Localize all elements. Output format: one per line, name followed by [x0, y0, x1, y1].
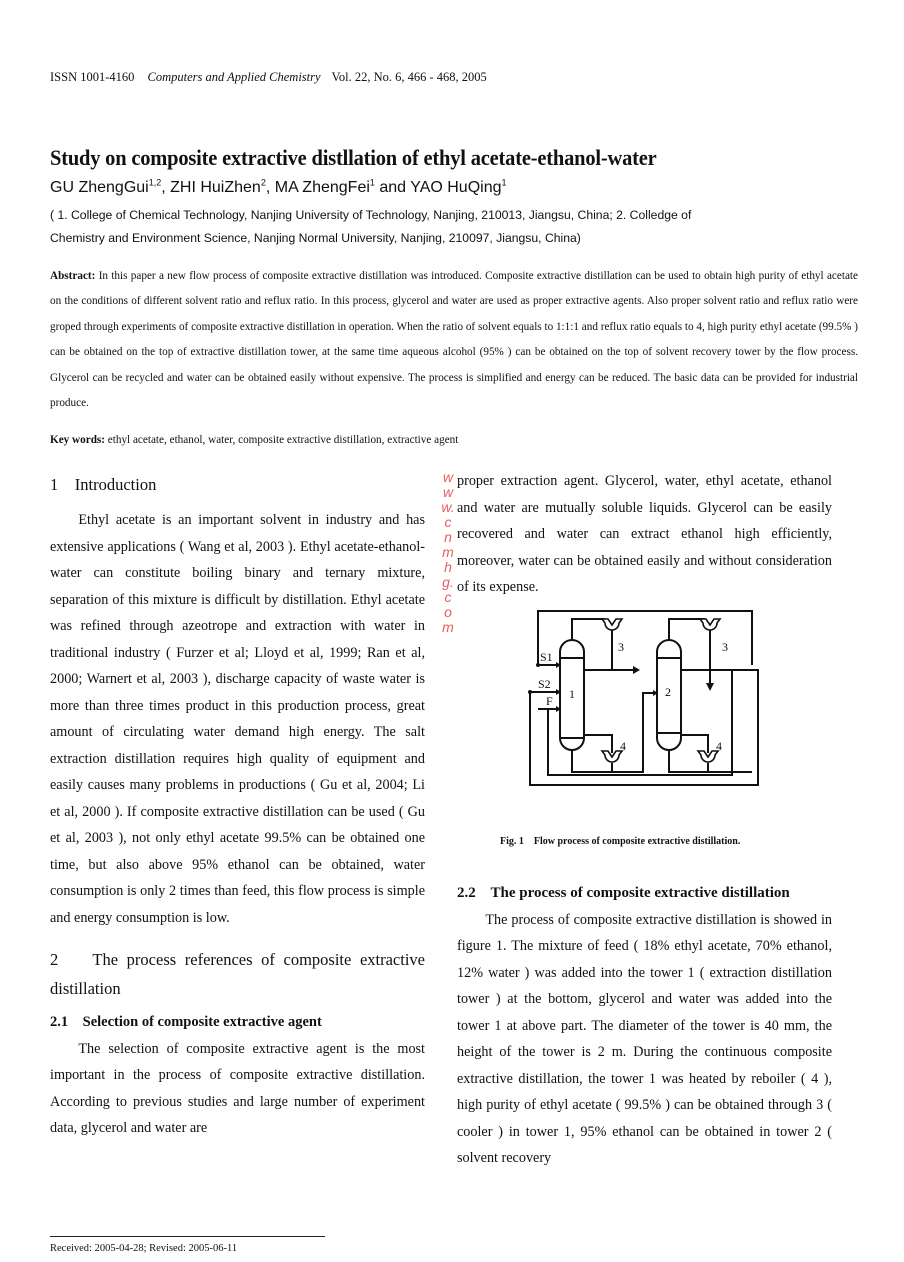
author: MA ZhengFei$^1$ and — [274, 178, 411, 197]
section-2-2-heading: 2.2 The process of composite extractive distillation — [457, 885, 790, 901]
label-reboiler-2: 4 — [716, 739, 722, 753]
journal-name: Computers and Applied Chemistry — [147, 70, 321, 84]
section-2-heading: 2 The process references of composite extractive distillation — [50, 950, 430, 998]
abstract-text: In this paper a new flow process of composite extractive distillation was introduced. Composite extractive distillation can be used to obtain high purity of ethyl acetate on the conditions of different solvent ratio and reflux ratio. In this process, glycerol and water are used as proper extractive agents. Also proper solvent ratio and reflux ratio were groped through experiments of composite extractive distillation in operation. When the ratio of solvent equals to 1:1:1 and reflux ratio equals to 4, high purity ethyl acetate (99.5% ) can be obtained on the top of extractive distillation tower, at the same time aqueous alcohol (95% ) can be obtained on the top of solvent recovery tower by the flow process. Glycerol can be recycled and water can be obtained easily without expensive. The process is simplified and energy can be reduced. The basic data can be provided for industrial produce. — [50, 270, 858, 410]
received-dates: Received: 2005-04-28; Revised: 2005-06-11 — [50, 1243, 238, 1254]
section-2-2-paragraph: The process of composite extractive distillation is showed in figure 1. The mixture of feed ( 18% ethyl acetate, 70% ethanol, 12% water ) was added into the tower 1 ( extraction distillation tower ) at the bottom, glycerol and water was added into the tower 1 at above part. The diameter of the tower is 40 mm, the height of the tower is 2 m. During the continuous composite extractive distillation, the tower 1 was heated by reboiler ( 4 ), high purity of ethyl acetate ( 99.5% ) can be obtained through 3 ( cooler ) in tower 1, 95% ethanol can be obtained in tower 2 ( solvent recovery — [457, 911, 832, 1166]
cooler-icon — [700, 619, 720, 630]
right-column-bottom — [457, 880, 832, 1172]
author: ZHI HuiZhen$^2$, — [170, 178, 275, 197]
abstract-label: Abstract: — [50, 270, 96, 282]
cooler-icon — [602, 619, 622, 630]
author: YAO HuQing$^1$ — [410, 178, 507, 197]
affiliation-line-2: Chemistry and Environment Science, Nanjing Normal University, Nanjing, 210097, Jiangsu, China) — [50, 231, 581, 245]
section-1-paragraph: Ethyl acetate is an important solvent in industry and has extensive applications ( Wang et al, 2003 ). Ethyl acetate-ethanol-water can constitute boiling binary and ternary mixture, separation of this mixture is difficult by distillation. Ethyl acetate was refined through azeotrope and extraction with water in traditional industry ( Furzer et al; Lloyd et al, 1999; Ran et al, 2000; Warnert et al, 2003 ), discharge capacity of waste water is more than three times product in this production process, great amount of circulating water demand high energy. The salt extraction distillation requires high quality of equipment and easily causes many problems in productions ( Gu et al, 2004; Li et al, 2000 ). If composite extractive distillation can be used ( Gu et al, 2003 ), not only ethyl acetate 99.5% can be obtained one time, but also above 95% ethanol can be obtained, water consumption is only 2 times than feed, this flow process is simple and energy consumption is low. — [50, 512, 425, 926]
volume-info: Vol. 22, No. 6, 466 - 468, 2005 — [331, 70, 487, 84]
watermark: www.cnmhg.com — [441, 469, 455, 635]
section-2-1-heading: 2.1 Selection of composite extractive agent — [50, 1014, 322, 1030]
label-tower-1: 1 — [569, 687, 575, 701]
keywords — [50, 432, 858, 448]
label-s2: S2 — [538, 677, 551, 691]
paper-title: Study on composite extractive distllation of ethyl acetate-ethanol-water — [50, 145, 657, 170]
figure-caption — [500, 836, 750, 847]
affiliations — [50, 204, 870, 250]
junction-dot — [528, 690, 532, 694]
arrow-icon — [633, 666, 640, 674]
journal-header — [50, 70, 487, 85]
label-tower-2: 2 — [665, 685, 671, 699]
section-1-heading: 1 Introduction — [50, 475, 157, 494]
label-s1: S1 — [540, 650, 553, 664]
label-cooler-1: 3 — [618, 640, 624, 654]
author-list — [50, 178, 507, 197]
figure-number: Fig. 1 — [500, 836, 524, 847]
figure-caption-text: Flow process of composite extractive distillation. — [533, 836, 741, 847]
footnote-divider — [50, 1236, 325, 1237]
left-column — [50, 470, 430, 1142]
label-reboiler-1: 4 — [620, 739, 626, 753]
arrow-icon — [706, 683, 714, 691]
abstract — [50, 264, 858, 416]
flow-process-diagram — [510, 605, 780, 805]
affiliation-line-1: ( 1. College of Chemical Technology, Nanjing University of Technology, Nanjing, 210013, Jiangsu, China; 2. Colledge of — [50, 208, 692, 222]
label-cooler-2: 3 — [722, 640, 728, 654]
right-column-top — [457, 468, 832, 601]
author: GU ZhengGui$^{1,2}$, — [50, 178, 171, 197]
keywords-label: Key words: — [50, 434, 105, 446]
section-2-1-paragraph: The selection of composite extractive agent is the most important in the process of composite extractive distillation. According to previous studies and large number of experiment data, glycerol and water are — [50, 1040, 425, 1136]
label-f: F — [546, 694, 553, 708]
continued-paragraph: proper extraction agent. Glycerol, water, ethyl acetate, ethanol and water are mutually soluble liquids. Glycerol can be easily recovered and water can extract ethanol high efficiently, moreover, water can be obtained easily and without consideration of its expense. — [457, 473, 832, 595]
issn: ISSN 1001-4160 — [50, 70, 135, 84]
keywords-text: ethyl acetate, ethanol, water, composite extractive distillation, extractive agent — [107, 434, 459, 446]
